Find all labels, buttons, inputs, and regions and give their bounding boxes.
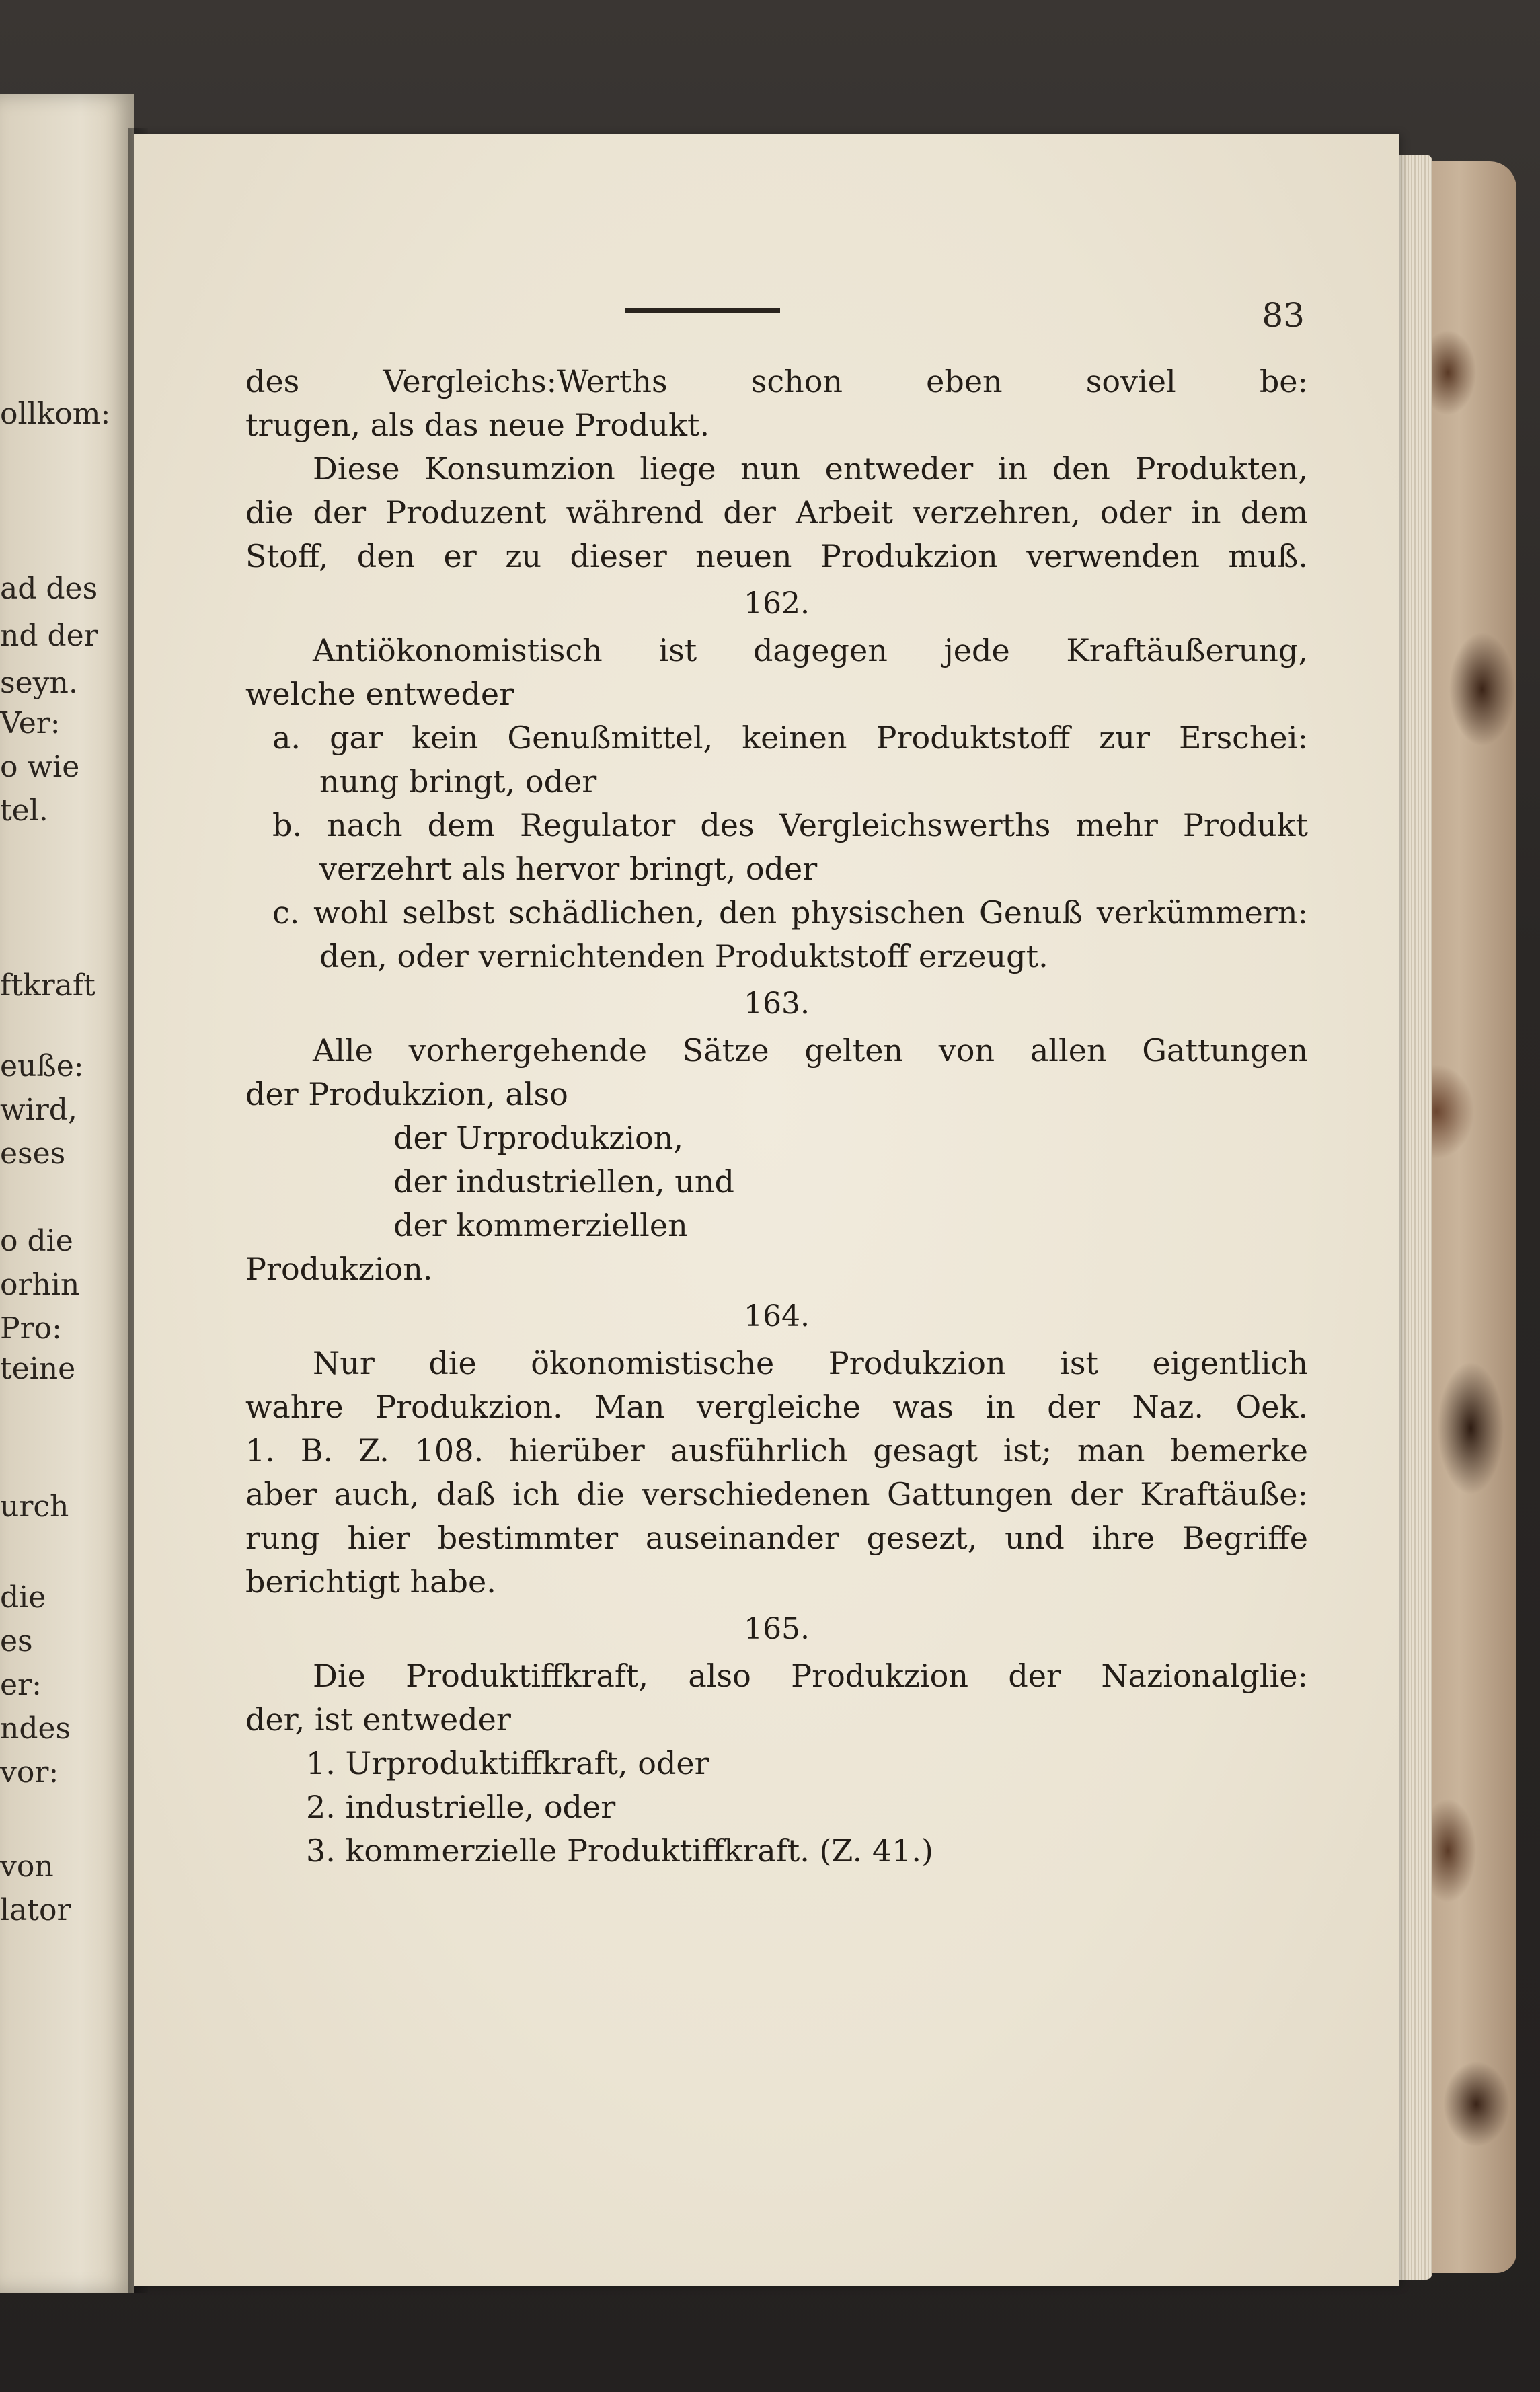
left-fragment: von <box>0 1849 54 1884</box>
left-fragment: ndes <box>0 1711 71 1746</box>
left-fragment: seyn. <box>0 666 78 700</box>
list-item: c. wohl selbst schädlichen, den physischen Genuß verkümmern: <box>272 894 1308 931</box>
text-line: welche entweder <box>245 676 514 712</box>
page-number: 83 <box>1262 296 1305 335</box>
section-number-164: 164. <box>744 1299 810 1334</box>
text-line: der Produkzion, also <box>245 1076 568 1112</box>
left-fragment: euße: <box>0 1049 84 1083</box>
text-line: Diese Konsumzion liege nun entweder in den Produkten, <box>313 451 1308 487</box>
text-line: rung hier bestimmter auseinander gesezt, und ihre Begriffe <box>245 1520 1308 1556</box>
text-line: Die Produktiffkraft, also Produkzion der Nazionalglie: <box>313 1658 1308 1694</box>
text-line: Stoff, den er zu dieser neuen Produkzion verwenden muß. <box>245 538 1308 574</box>
left-facing-page <box>0 94 134 2293</box>
left-fragment: wird, <box>0 1093 77 1127</box>
left-fragment: Pro: <box>0 1311 62 1346</box>
left-fragment: vor: <box>0 1755 59 1789</box>
list-item: b. nach dem Regulator des Vergleichswerths mehr Produkt <box>272 807 1308 843</box>
text-line: berichtigt habe. <box>245 1564 496 1600</box>
sub-item: der Urprodukzion, <box>393 1120 684 1156</box>
text-line: Produkzion. <box>245 1251 433 1287</box>
text-line: Antiökonomistisch ist dagegen jede Kraftäußerung, <box>313 632 1308 668</box>
text-line: Nur die ökonomistische Produkzion ist eigentlich <box>313 1345 1308 1381</box>
left-fragment: o die <box>0 1224 73 1258</box>
left-fragment: eses <box>0 1136 66 1171</box>
text-line: trugen, als das neue Produkt. <box>245 407 710 443</box>
list-item: 3. kommerzielle Produktiffkraft. (Z. 41.) <box>306 1832 933 1869</box>
section-number-165: 165. <box>744 1612 810 1646</box>
list-item: 2. industrielle, oder <box>306 1789 616 1825</box>
left-fragment: Ver: <box>0 706 61 740</box>
list-item: 1. Urproduktiffkraft, oder <box>306 1745 709 1781</box>
left-fragment: nd der <box>0 619 98 653</box>
list-item: a. gar kein Genußmittel, keinen Produktstoff zur Erschei: <box>272 720 1308 756</box>
text-line: die der Produzent während der Arbeit verzehren, oder in dem <box>245 494 1308 531</box>
text-line: aber auch, daß ich die verschiedenen Gattungen der Kraftäuße: <box>245 1476 1308 1512</box>
list-item-continuation: verzehrt als hervor bringt, oder <box>319 851 818 887</box>
left-fragment: o wie <box>0 750 80 784</box>
left-fragment: tel. <box>0 794 48 828</box>
text-line: wahre Produkzion. Man vergleiche was in der Naz. Oek. <box>245 1389 1308 1425</box>
text-line: des Vergleichs:Werths schon eben soviel be: <box>245 363 1308 399</box>
section-number-163: 163. <box>744 987 810 1021</box>
left-fragment: orhin <box>0 1268 80 1302</box>
page-text <box>245 360 1308 1873</box>
list-item-continuation: nung bringt, oder <box>319 763 597 800</box>
text-line: der, ist entweder <box>245 1701 511 1738</box>
sub-item: der industriellen, und <box>393 1163 734 1200</box>
left-fragment: ad des <box>0 572 98 606</box>
sub-item: der kommerziellen <box>393 1207 688 1243</box>
header-rule <box>625 308 780 313</box>
text-line: 1. B. Z. 108. hierüber ausführlich gesagt ist; man bemerke <box>245 1432 1308 1469</box>
section-number-162: 162. <box>744 586 810 621</box>
left-fragment: urch <box>0 1490 69 1524</box>
left-fragment: die <box>0 1580 46 1615</box>
left-fragment: ollkom: <box>0 397 111 431</box>
left-fragment: teine <box>0 1352 76 1386</box>
left-fragment: es <box>0 1624 33 1658</box>
book-page <box>134 134 1399 2286</box>
list-item-continuation: den, oder vernichtenden Produktstoff erzeugt. <box>319 938 1048 974</box>
text-line: Alle vorhergehende Sätze gelten von allen Gattungen <box>313 1032 1308 1069</box>
left-fragment: lator <box>0 1893 71 1927</box>
left-fragment: er: <box>0 1668 42 1702</box>
left-fragment: ftkraft <box>0 968 95 1003</box>
